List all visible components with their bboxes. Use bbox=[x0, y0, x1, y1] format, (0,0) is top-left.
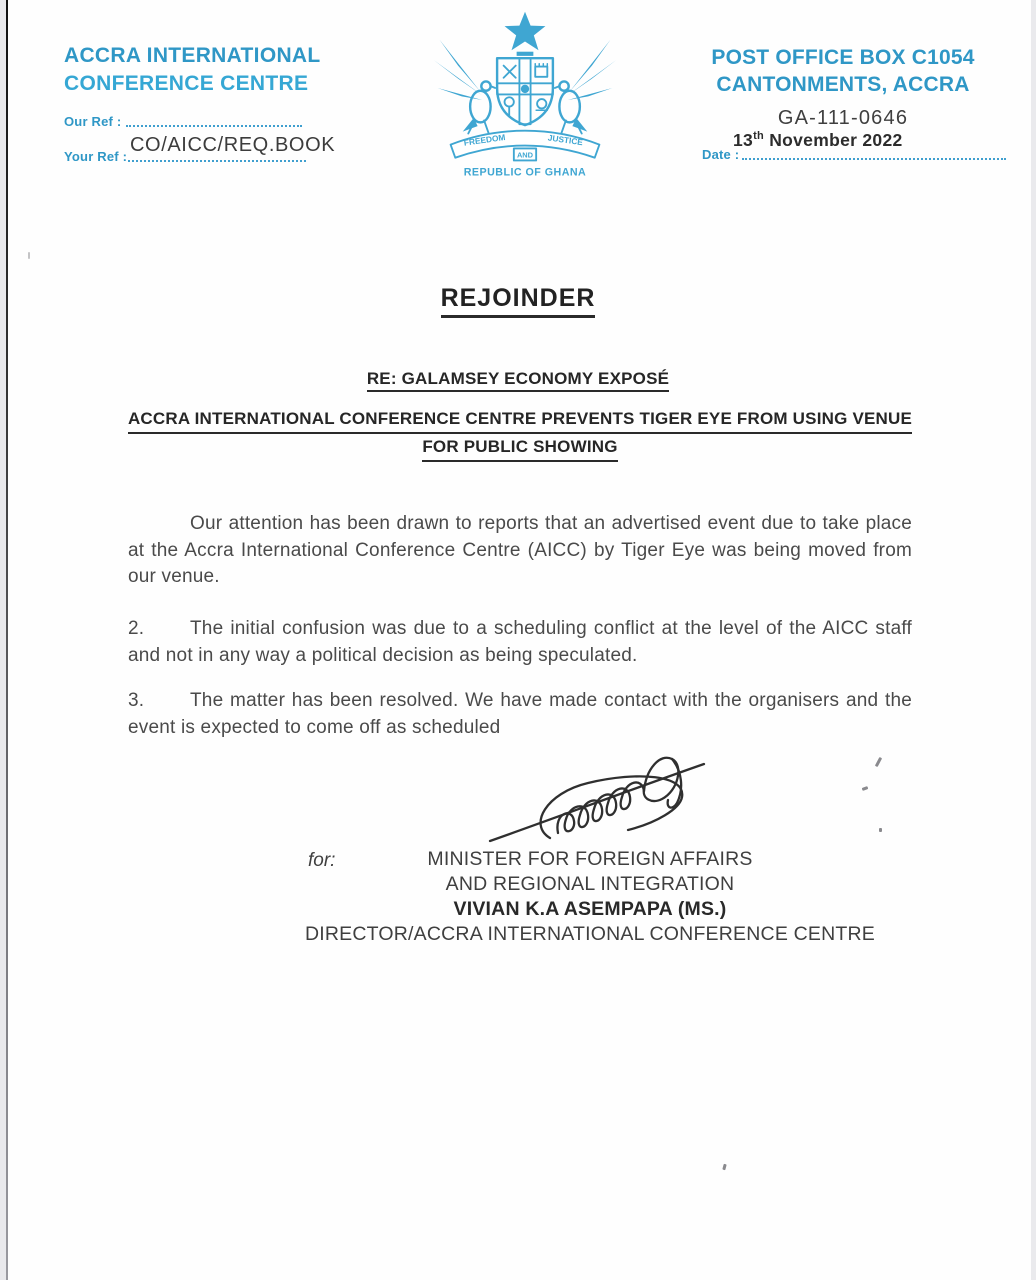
signatory-name: VIVIAN K.A ASEMPAPA (MS.) bbox=[453, 898, 727, 920]
document-title: REJOINDER bbox=[0, 284, 1036, 318]
paragraph-2 bbox=[128, 616, 912, 669]
eagle-left-icon bbox=[434, 40, 495, 134]
organization-name bbox=[64, 42, 321, 98]
motto-justice-text: JUSTICE bbox=[547, 132, 584, 148]
paragraph-2-text: The initial confusion was due to a scheduling conflict at the level of the AICC staff and not in any way a political decision as being speculated. bbox=[128, 618, 912, 666]
headline-line1: ACCRA INTERNATIONAL CONFERENCE CENTRE PREVENTS TIGER EYE FROM USING VENUE bbox=[128, 406, 912, 434]
motto-freedom-text: FREEDOM bbox=[463, 131, 507, 148]
motto-and-text: AND bbox=[516, 150, 534, 160]
letterhead-address-block bbox=[700, 44, 986, 130]
organization-name-line2: CONFERENCE CENTRE bbox=[64, 72, 309, 95]
subject-re-line: RE: GALAMSEY ECONOMY EXPOSÉ bbox=[0, 369, 1036, 392]
signatory-office-line2: AND REGIONAL INTEGRATION bbox=[445, 873, 735, 895]
paragraph-3-number: 3. bbox=[128, 690, 145, 711]
signatory-office-line1: MINISTER FOR FOREIGN AFFAIRS bbox=[427, 848, 753, 870]
scan-speck bbox=[722, 1164, 726, 1171]
organization-name-line1: ACCRA INTERNATIONAL bbox=[64, 44, 321, 67]
paragraph-3-text: The matter has been resolved. We have made contact with the organisers and the event is expected to come off as scheduled bbox=[128, 690, 912, 738]
ghana-coat-of-arms-logo bbox=[432, 8, 618, 178]
date-label: Date : bbox=[702, 147, 740, 162]
date-day: 13 bbox=[733, 130, 754, 150]
date-month-year: November 2022 bbox=[764, 130, 903, 150]
our-ref-dotted-line bbox=[126, 125, 302, 127]
date-ordinal: th bbox=[753, 130, 765, 143]
headline-line2: FOR PUBLIC SHOWING bbox=[422, 434, 617, 462]
coat-of-arms-graphic bbox=[432, 8, 618, 180]
po-box-line: POST OFFICE BOX C1054 bbox=[711, 46, 975, 69]
scan-edge-right bbox=[1031, 0, 1036, 1280]
city-line: CANTONMENTS, ACCRA bbox=[716, 73, 970, 96]
your-ref-dotted-line bbox=[128, 160, 306, 162]
for-label: for: bbox=[308, 850, 336, 871]
eagle-right-icon bbox=[555, 40, 616, 134]
signatory-block bbox=[240, 847, 940, 947]
scan-speck bbox=[875, 757, 882, 767]
logo-caption: REPUBLIC OF GHANA bbox=[463, 166, 587, 179]
subject-headline bbox=[60, 406, 980, 462]
signature-scribble bbox=[488, 745, 738, 855]
date-value bbox=[733, 130, 903, 151]
gps-address-code: GA-111-0646 bbox=[777, 107, 909, 129]
scan-speck bbox=[28, 252, 30, 259]
your-ref-value: CO/AICC/REQ.BOOK bbox=[130, 134, 336, 156]
your-ref-label: Your Ref : bbox=[64, 149, 128, 164]
black-star-icon bbox=[505, 12, 546, 51]
paragraph-2-number: 2. bbox=[128, 618, 145, 639]
date-dotted-line bbox=[742, 158, 1006, 160]
scan-fold-line bbox=[6, 0, 8, 1280]
our-ref-label: Our Ref : bbox=[64, 114, 122, 129]
paragraph-1: Our attention has been drawn to reports that an advertised event due to take place at the Accra International Conference Centre (AICC) by Tiger Eye was being moved from our venue. bbox=[128, 513, 912, 587]
scan-speck bbox=[862, 786, 869, 791]
signatory-title: DIRECTOR/ACCRA INTERNATIONAL CONFERENCE CENTRE bbox=[304, 923, 876, 945]
scan-speck bbox=[879, 828, 882, 832]
paragraph-3 bbox=[128, 688, 912, 741]
